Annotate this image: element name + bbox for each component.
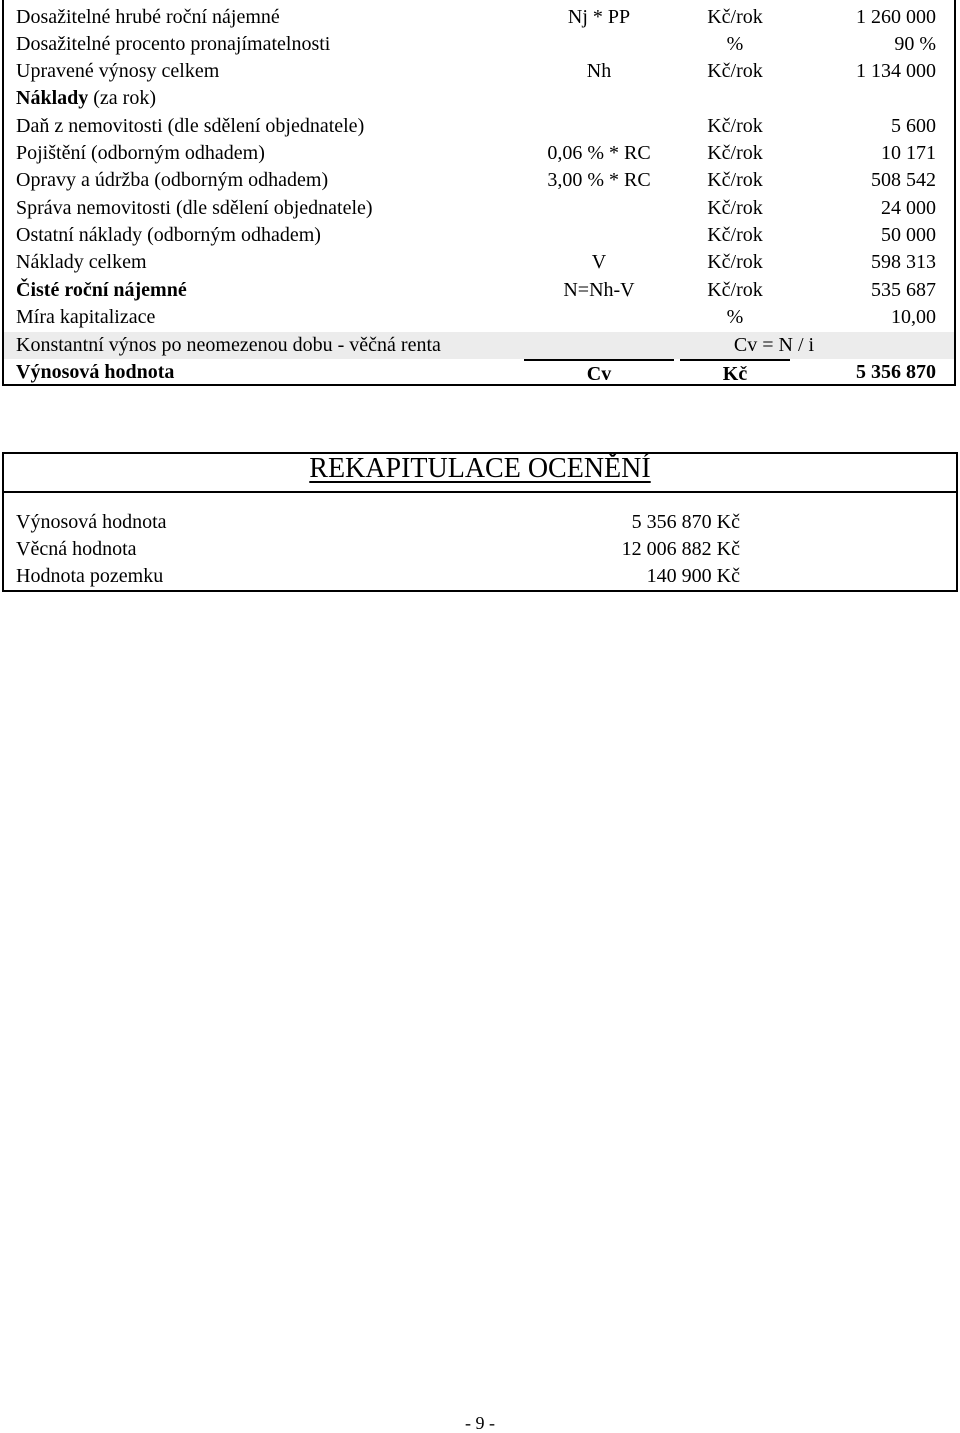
row-value: 535 687: [871, 279, 936, 301]
row-unit: Kč/rok: [707, 251, 763, 273]
table-row: [4, 58, 954, 85]
row-label: Dosažitelné hrubé roční nájemné: [16, 6, 280, 28]
recap-value: 12 006 882 Kč: [621, 538, 740, 560]
row-symbol: 3,00 % * RC: [547, 169, 651, 191]
row-label: Ostatní náklady (odborným odhadem): [16, 224, 321, 246]
row-unit: Kč: [680, 359, 790, 388]
row-value: 90 %: [894, 33, 936, 55]
row-value: 1 134 000: [856, 60, 936, 82]
recap-title-text: REKAPITULACE OCENĚNÍ: [309, 453, 651, 484]
table-row: [4, 304, 954, 331]
row-value: 24 000: [881, 197, 936, 219]
row-label: Pojištění (odborným odhadem): [16, 142, 265, 164]
recap-label: Hodnota pozemku: [16, 565, 164, 587]
row-value: 10,00: [891, 306, 936, 328]
row-label: Výnosová hodnota: [16, 361, 175, 383]
table-row-income-value: [4, 359, 954, 386]
row-symbol: Nj * PP: [567, 6, 631, 28]
row-unit: Kč/rok: [707, 115, 763, 137]
row-symbol: N=Nh-V: [563, 279, 635, 301]
row-unit: Kč/rok: [707, 60, 763, 82]
row-value: 598 313: [871, 251, 936, 273]
row-symbol: V: [591, 251, 607, 273]
row-unit: Kč/rok: [707, 6, 763, 28]
row-label: Čisté roční nájemné: [16, 279, 187, 301]
table-row: [4, 4, 954, 31]
row-label: Daň z nemovitosti (dle sdělení objednatele): [16, 115, 365, 137]
row-label: Dosažitelné procento pronajímatelnosti: [16, 33, 331, 55]
row-unit: %: [726, 33, 744, 55]
recap-title: [4, 454, 956, 490]
row-label: [16, 85, 156, 112]
table-row: [4, 140, 954, 167]
table-row-perpetuity: [4, 332, 954, 359]
row-unit: Kč/rok: [707, 142, 763, 164]
recap-divider: [4, 491, 956, 493]
recap-value: 5 356 870 Kč: [631, 511, 740, 533]
perpetuity-formula: Cv = N / i: [733, 334, 815, 356]
costs-heading: Náklady: [16, 87, 89, 109]
row-value: 5 356 870: [856, 361, 936, 383]
row-symbol: 0,06 % * RC: [547, 142, 651, 164]
row-unit: %: [726, 306, 744, 328]
table-row: [4, 195, 954, 222]
page-number: - 9 -: [465, 1413, 495, 1433]
row-value: 50 000: [881, 224, 936, 246]
row-unit: Kč/rok: [707, 224, 763, 246]
income-valuation-table: [2, 0, 956, 386]
row-label: Opravy a údržba (odborným odhadem): [16, 169, 329, 191]
table-row: [4, 167, 954, 194]
table-row: [4, 249, 954, 276]
recap-label: Věcná hodnota: [16, 538, 137, 560]
recap-row: [4, 563, 954, 590]
row-label: Správa nemovitosti (dle sdělení objednatele): [16, 197, 373, 219]
recap-row: [4, 509, 954, 536]
row-symbol: Nh: [586, 60, 612, 82]
row-label: Náklady celkem: [16, 251, 147, 273]
table-row: [4, 222, 954, 249]
section-heading-costs: [4, 85, 954, 112]
table-row: [4, 113, 954, 140]
recap-label: Výnosová hodnota: [16, 511, 167, 533]
row-symbol: Cv: [524, 359, 674, 388]
row-label: Míra kapitalizace: [16, 306, 156, 328]
row-label: Upravené výnosy celkem: [16, 60, 220, 82]
valuation-recap-box: [2, 452, 958, 592]
recap-row: [4, 536, 954, 563]
row-value: 5 600: [891, 115, 936, 137]
row-unit: Kč/rok: [707, 279, 763, 301]
row-value: 1 260 000: [856, 6, 936, 28]
table-row-net-rent: [4, 277, 954, 304]
row-unit: Kč/rok: [707, 197, 763, 219]
row-unit: Kč/rok: [707, 169, 763, 191]
row-value: 10 171: [881, 142, 936, 164]
costs-heading-suffix: (za rok): [88, 87, 156, 109]
row-label: Konstantní výnos po neomezenou dobu - věčná renta: [16, 334, 441, 356]
row-value: 508 542: [871, 169, 936, 191]
table-row: [4, 31, 954, 58]
recap-value: 140 900 Kč: [646, 565, 740, 587]
